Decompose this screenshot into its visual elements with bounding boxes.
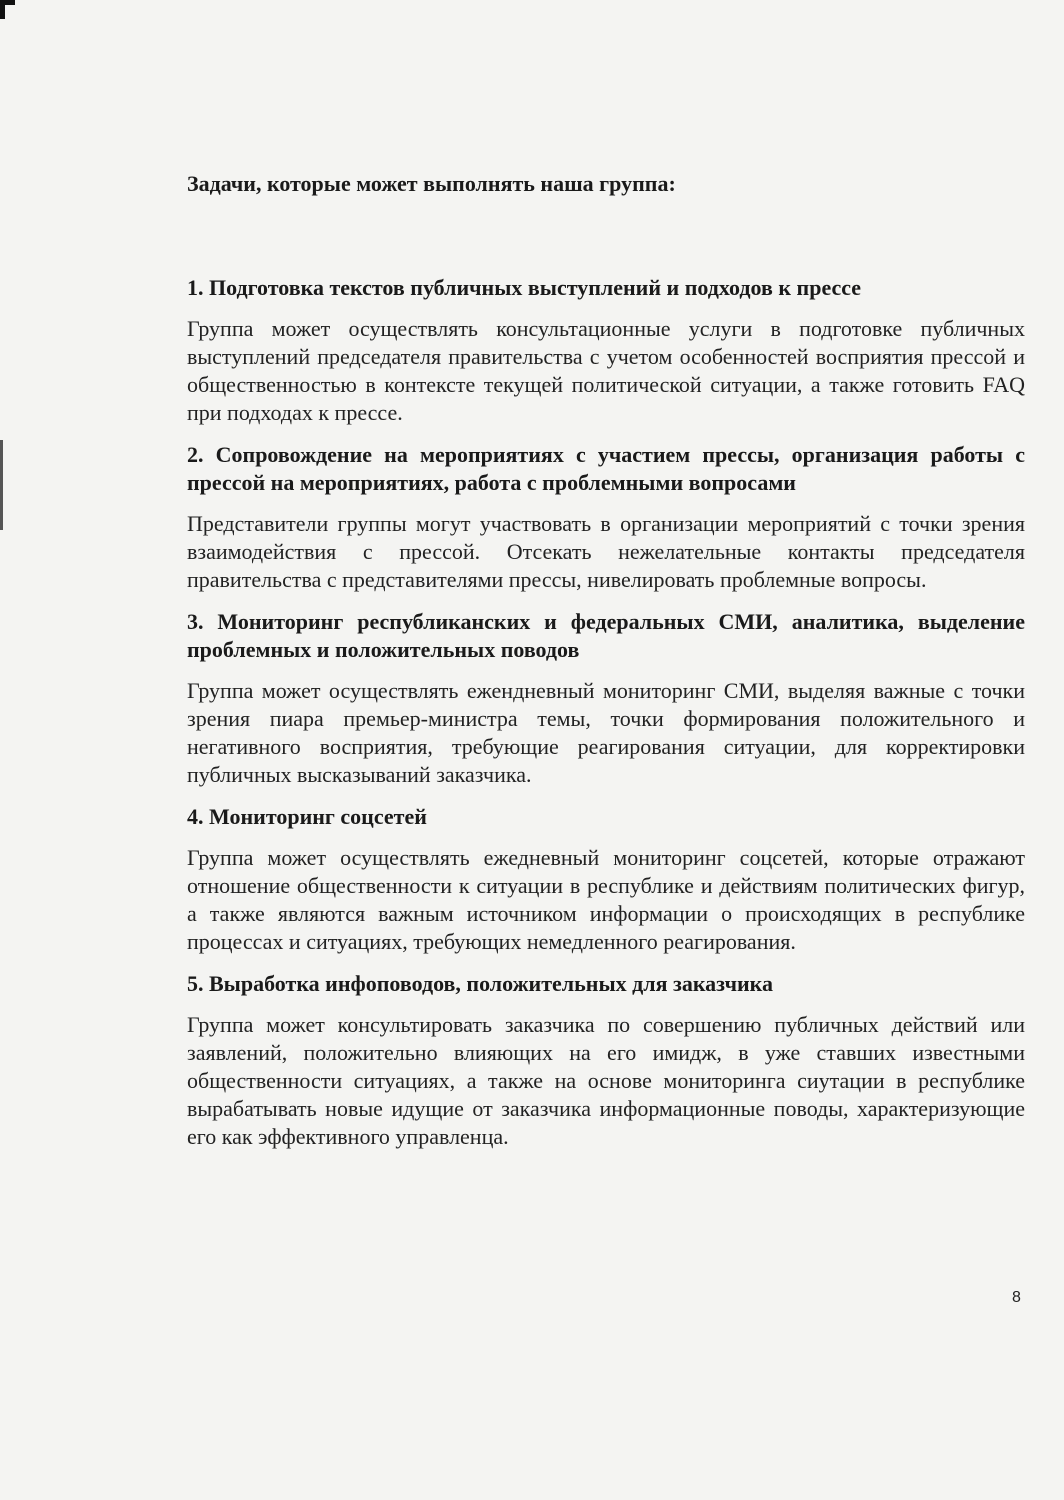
document-heading: Задачи, которые может выполнять наша группа:: [187, 171, 676, 196]
section-1: [187, 274, 1025, 427]
section-2: [187, 441, 1025, 594]
document-page: [187, 170, 1025, 1165]
section-4: [187, 803, 1025, 956]
section-list: [187, 274, 1025, 1151]
section-title: 2. Сопровождение на мероприятиях с участием прессы, организация работы с прессой на мероприятиях, работа с проблемными вопросами: [187, 442, 1025, 495]
section-title: 1. Подготовка текстов публичных выступлений и подходов к прессе: [187, 275, 862, 300]
section-5: [187, 970, 1025, 1151]
section-title: 3. Мониторинг республиканских и федеральных СМИ, аналитика, выделение проблемных и положительных поводов: [187, 609, 1025, 662]
scan-edge-mark: [0, 440, 3, 530]
section-body: Группа может осуществлять ежендневный мониторинг СМИ, выделяя важные с точки зрения пиара премьер-министра темы, точки формирования положительного и негативного восприятия, требующие реагирования ситуации, для корректировки публичных высказываний заказчика.: [187, 678, 1025, 787]
section-body: Представители группы могут участвовать в организации мероприятий с точки зрения взаимодействия с прессой. Отсекать нежелательные контакты председателя правительства с представителями прессы, нивелировать проблемные вопросы.: [187, 511, 1025, 592]
section-title: 5. Выработка инфоповодов, положительных для заказчика: [187, 971, 774, 996]
section-3: [187, 608, 1025, 789]
section-body: Группа может осуществлять ежедневный мониторинг соцсетей, которые отражают отношение общественности к ситуации в республике и действиям политических фигур, а также являются важным источником информации о происходящих в республике процессах и ситуациях, требующих немедленного реагирования.: [187, 845, 1025, 954]
section-body: Группа может осуществлять консультационные услуги в подготовке публичных выступлений председателя правительства с учетом особенностей восприятия прессой и общественностью в контексте текущей политической ситуации, а также готовить FAQ при подходах к прессе.: [187, 316, 1025, 425]
section-title: 4. Мониторинг соцсетей: [187, 804, 427, 829]
page-number: 8: [1012, 1289, 1021, 1306]
section-body: Группа может консультировать заказчика по совершению публичных действий или заявлений, положительно влияющих на его имидж, в уже ставших известными общественности ситуациях, а также на основе мониторинга сиутации в республике вырабатывать новые идущие от заказчика информационные поводы, характеризующие его как эффективного управленца.: [187, 1012, 1025, 1149]
scan-corner-mark: [0, 0, 15, 19]
